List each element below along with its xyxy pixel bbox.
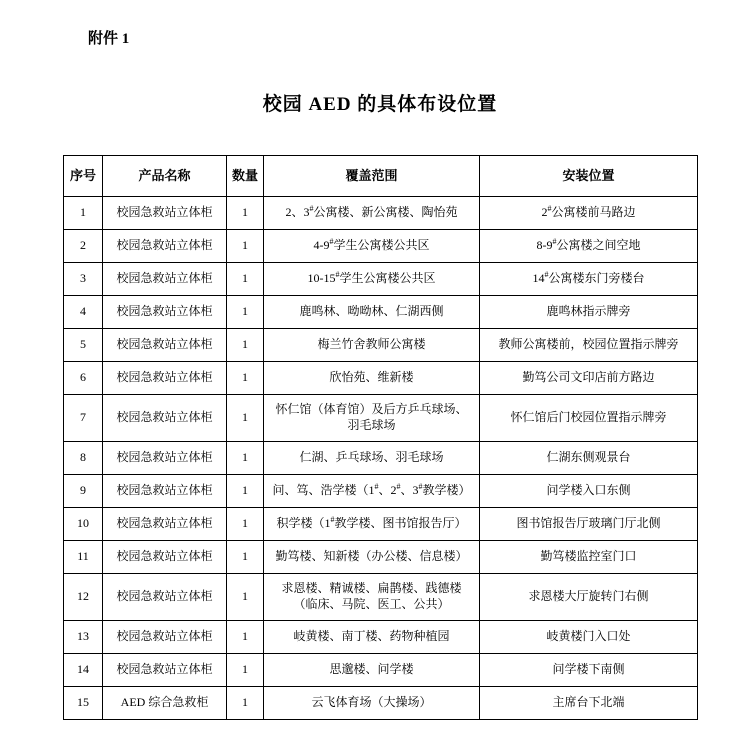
column-header-no: 序号 — [64, 156, 103, 197]
cell-location: 求恩楼大厅旋转门右侧 — [480, 574, 698, 621]
cell-coverage: 求恩楼、精诚楼、扁鹊楼、践德楼 （临床、马院、医工、公共） — [264, 574, 480, 621]
cell-coverage: 4-9#学生公寓楼公共区 — [264, 230, 480, 263]
table-header-row — [64, 156, 698, 197]
cell-coverage: 10-15#学生公寓楼公共区 — [264, 263, 480, 296]
cell-location: 2#公寓楼前马路边 — [480, 197, 698, 230]
aed-location-table — [63, 155, 698, 720]
table-row — [64, 395, 698, 442]
cell-location: 岐黄楼门入口处 — [480, 621, 698, 654]
cell-product: 校园急救站立体柜 — [103, 541, 227, 574]
cell-qty: 1 — [227, 442, 264, 475]
cell-location: 怀仁馆后门校园位置指示牌旁 — [480, 395, 698, 442]
cell-qty: 1 — [227, 508, 264, 541]
cell-coverage: 问、笃、浩学楼（1#、2#、3#教学楼） — [264, 475, 480, 508]
cell-location: 问学楼入口东侧 — [480, 475, 698, 508]
cell-qty: 1 — [227, 362, 264, 395]
cell-qty: 1 — [227, 687, 264, 720]
cell-product: 校园急救站立体柜 — [103, 362, 227, 395]
cell-no: 3 — [64, 263, 103, 296]
cell-qty: 1 — [227, 654, 264, 687]
cell-location: 14#公寓楼东门旁楼台 — [480, 263, 698, 296]
cell-qty: 1 — [227, 574, 264, 621]
cell-qty: 1 — [227, 329, 264, 362]
attachment-label: 附件 1 — [88, 31, 130, 47]
cell-no: 4 — [64, 296, 103, 329]
cell-location: 仁湖东侧观景台 — [480, 442, 698, 475]
cell-no: 10 — [64, 508, 103, 541]
cell-qty: 1 — [227, 475, 264, 508]
cell-qty: 1 — [227, 230, 264, 263]
table-row — [64, 230, 698, 263]
cell-location: 主席台下北端 — [480, 687, 698, 720]
cell-coverage: 鹿鸣林、呦呦林、仁湖西侧 — [264, 296, 480, 329]
page-title: 校园 AED 的具体布设位置 — [262, 94, 498, 115]
cell-no: 1 — [64, 197, 103, 230]
column-header-product: 产品名称 — [103, 156, 227, 197]
table-row — [64, 329, 698, 362]
cell-no: 12 — [64, 574, 103, 621]
cell-product: 校园急救站立体柜 — [103, 654, 227, 687]
cell-no: 13 — [64, 621, 103, 654]
cell-location: 勤笃公司文印店前方路边 — [480, 362, 698, 395]
table-row — [64, 442, 698, 475]
cell-qty: 1 — [227, 263, 264, 296]
table-row — [64, 475, 698, 508]
cell-coverage: 积学楼（1#教学楼、图书馆报告厅） — [264, 508, 480, 541]
cell-no: 8 — [64, 442, 103, 475]
cell-coverage: 怀仁馆（体育馆）及后方乒乓球场、 羽毛球场 — [264, 395, 480, 442]
cell-no: 6 — [64, 362, 103, 395]
cell-qty: 1 — [227, 296, 264, 329]
cell-location: 问学楼下南侧 — [480, 654, 698, 687]
cell-location: 图书馆报告厅玻璃门厅北侧 — [480, 508, 698, 541]
column-header-location: 安装位置 — [480, 156, 698, 197]
cell-location: 教师公寓楼前，校园位置指示牌旁 — [480, 329, 698, 362]
table-row — [64, 362, 698, 395]
cell-product: 校园急救站立体柜 — [103, 508, 227, 541]
cell-product: 校园急救站立体柜 — [103, 442, 227, 475]
table-row — [64, 621, 698, 654]
cell-no: 9 — [64, 475, 103, 508]
cell-coverage: 梅兰竹舍教师公寓楼 — [264, 329, 480, 362]
cell-no: 11 — [64, 541, 103, 574]
cell-qty: 1 — [227, 541, 264, 574]
cell-coverage: 欣怡苑、维新楼 — [264, 362, 480, 395]
table-row — [64, 541, 698, 574]
cell-coverage: 思邈楼、问学楼 — [264, 654, 480, 687]
cell-product: 校园急救站立体柜 — [103, 395, 227, 442]
cell-location: 鹿鸣林指示牌旁 — [480, 296, 698, 329]
cell-product: 校园急救站立体柜 — [103, 296, 227, 329]
column-header-coverage: 覆盖范围 — [264, 156, 480, 197]
column-header-qty: 数量 — [227, 156, 264, 197]
cell-no: 2 — [64, 230, 103, 263]
cell-product: 校园急救站立体柜 — [103, 574, 227, 621]
cell-product: 校园急救站立体柜 — [103, 197, 227, 230]
table-row — [64, 574, 698, 621]
cell-product: 校园急救站立体柜 — [103, 263, 227, 296]
cell-coverage: 勤笃楼、知新楼（办公楼、信息楼） — [264, 541, 480, 574]
cell-coverage: 2、3#公寓楼、新公寓楼、陶怡苑 — [264, 197, 480, 230]
cell-no: 7 — [64, 395, 103, 442]
cell-no: 15 — [64, 687, 103, 720]
cell-qty: 1 — [227, 395, 264, 442]
table-row — [64, 687, 698, 720]
cell-product: 校园急救站立体柜 — [103, 621, 227, 654]
table-row — [64, 263, 698, 296]
cell-qty: 1 — [227, 197, 264, 230]
cell-product: 校园急救站立体柜 — [103, 475, 227, 508]
cell-location: 勤笃楼监控室门口 — [480, 541, 698, 574]
cell-product: 校园急救站立体柜 — [103, 329, 227, 362]
cell-coverage: 云飞体育场（大操场） — [264, 687, 480, 720]
table-row — [64, 296, 698, 329]
table-row — [64, 654, 698, 687]
cell-no: 5 — [64, 329, 103, 362]
cell-product: AED 综合急救柜 — [103, 687, 227, 720]
cell-product: 校园急救站立体柜 — [103, 230, 227, 263]
cell-qty: 1 — [227, 621, 264, 654]
table-row — [64, 197, 698, 230]
cell-coverage: 仁湖、乒乓球场、羽毛球场 — [264, 442, 480, 475]
cell-no: 14 — [64, 654, 103, 687]
cell-location: 8-9#公寓楼之间空地 — [480, 230, 698, 263]
cell-coverage: 岐黄楼、南丁楼、药物种植园 — [264, 621, 480, 654]
table-row — [64, 508, 698, 541]
